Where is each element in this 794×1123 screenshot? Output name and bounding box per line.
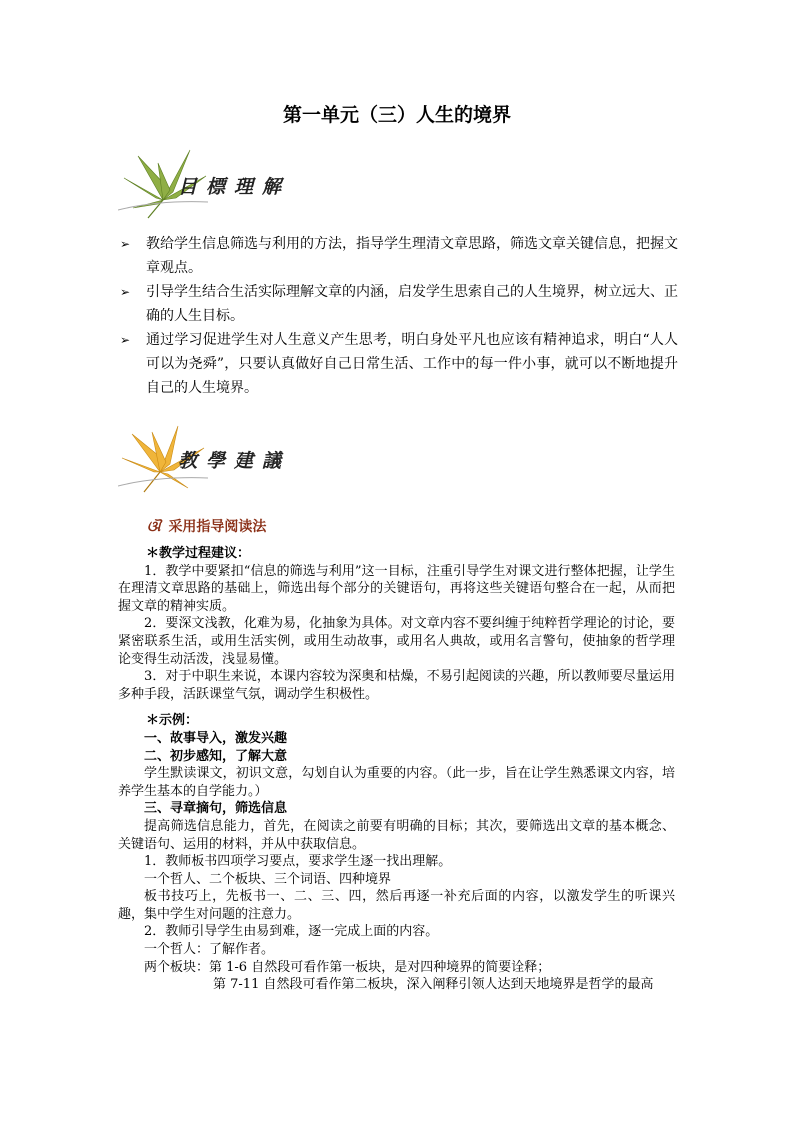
objectives-banner: [118, 148, 318, 228]
section-heading: 三、寻章摘句，筛选信息: [144, 801, 288, 817]
objectives-banner-label: 目標理解: [178, 176, 291, 198]
arrow-bullet-icon: ➢: [120, 285, 131, 299]
lesson-body: [118, 545, 675, 994]
paragraph: 2．教师引导学生由易到难，逐一完成上面的内容。: [144, 924, 439, 940]
teaching-banner: [118, 422, 318, 502]
page-title: 第一单元（三）人生的境界: [282, 104, 511, 126]
method-heading: ଔ 采用指导阅读法: [147, 519, 267, 535]
paragraph: 第 7-11 自然段可看作第二板块，深入阐释引领人达到天地境界是哲学的最高: [213, 977, 654, 993]
process-label: ＊教学过程建议：: [146, 546, 251, 561]
teaching-banner-label: 教學建議: [178, 450, 291, 472]
paragraph: 2．要深文浅教，化难为易，化抽象为具体。对文章内容不要纠缠于纯粹哲学理论的讨论，要紧密联系生活，或用生活实例，或用生动故事，或用名人典故，或用名言警句，使抽象的哲学理论变得生动活泼，浅显易懂。: [118, 616, 675, 667]
paragraph: 1．教师板书四项学习要点，要求学生逐一找出理解。: [144, 854, 452, 870]
paragraph: 3．对于中职生来说，本课内容较为深奥和枯燥，不易引起阅读的兴趣，所以教师要尽量运用多种手段，活跃课堂气氛，调动学生积极性。: [118, 669, 675, 702]
paragraph: 提高筛选信息能力，首先，在阅读之前要有明确的目标；其次，要筛选出文章的基本概念、关键语句、运用的材料，并从中获取信息。: [118, 818, 675, 852]
list-item: ➢ 教给学生信息筛选与利用的方法，指导学生理清文章思路，筛选文章关键信息，把握文章观点。: [118, 232, 678, 280]
arrow-bullet-icon: ➢: [120, 333, 131, 347]
paragraph: 板书技巧上，先板书一、二、三、四，然后再逐一补充后面的内容，以激发学生的听课兴趣，集中学生对问题的注意力。: [118, 889, 675, 922]
list-item: ➢ 引导学生结合生活实际理解文章的内涵，启发学生思索自己的人生境界，树立远大、正确的人生目标。: [118, 280, 678, 328]
example-label: ＊示例：: [146, 713, 199, 729]
section-heading: 一、故事导入，激发兴趣: [144, 730, 288, 746]
ornament-icon: ଔ: [147, 519, 161, 535]
paragraph: 两个板块：第 1-6 自然段可看作第一板块，是对四种境界的简要诠释；: [144, 959, 551, 975]
paragraph: 一个哲人、二个板块、三个词语、四种境界: [144, 871, 392, 887]
section-heading: 二、初步感知，了解大意: [144, 748, 288, 764]
paragraph: 1．教学中要紧扣“信息的筛选与利用”这一目标，注重引导学生对课文进行整体把握，让学生在理清文章思路的基础上，筛选出每个部分的关键语句，再将这些关键语句整合在一起，从而把握文章的精神实质。: [118, 563, 675, 614]
paragraph: 学生默读课文，初识文意，勾划自认为重要的内容。（此一步，旨在让学生熟悉课文内容，培养学生基本的自学能力。）: [118, 766, 675, 799]
list-item: ➢ 通过学习促进学生对人生意义产生思考，明白身处平凡也应该有精神追求，明白“人人可以为尧舜”，只要认真做好自己日常生活、工作中的每一件小事，就可以不断地提升自己的人生境界。: [118, 328, 678, 400]
objectives-list: [118, 232, 678, 400]
arrow-bullet-icon: ➢: [120, 237, 131, 251]
paragraph: 一个哲人：了解作者。: [144, 942, 275, 958]
